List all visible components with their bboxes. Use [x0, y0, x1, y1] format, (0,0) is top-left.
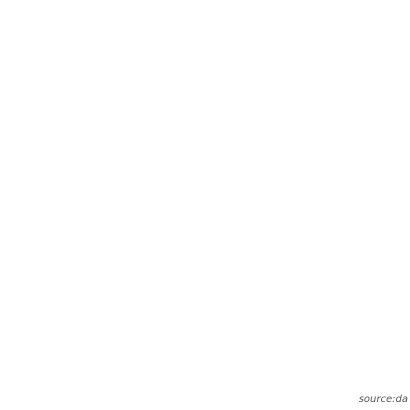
body-line-5	[6, 140, 404, 166]
article-body	[6, 36, 404, 376]
body-line-4	[6, 114, 404, 140]
body-line-9	[6, 245, 404, 271]
body-line-8	[6, 219, 404, 245]
body-line-13	[6, 349, 404, 375]
body-line-6	[6, 166, 404, 192]
article-headline	[6, 6, 404, 32]
body-line-3	[6, 88, 404, 114]
body-line-10	[6, 271, 404, 297]
body-line-2	[6, 62, 404, 88]
body-line-12	[6, 323, 404, 349]
body-line-7	[6, 193, 404, 219]
source-credit: source:da	[358, 394, 408, 405]
body-line-11	[6, 297, 404, 323]
body-line-1	[6, 36, 404, 62]
